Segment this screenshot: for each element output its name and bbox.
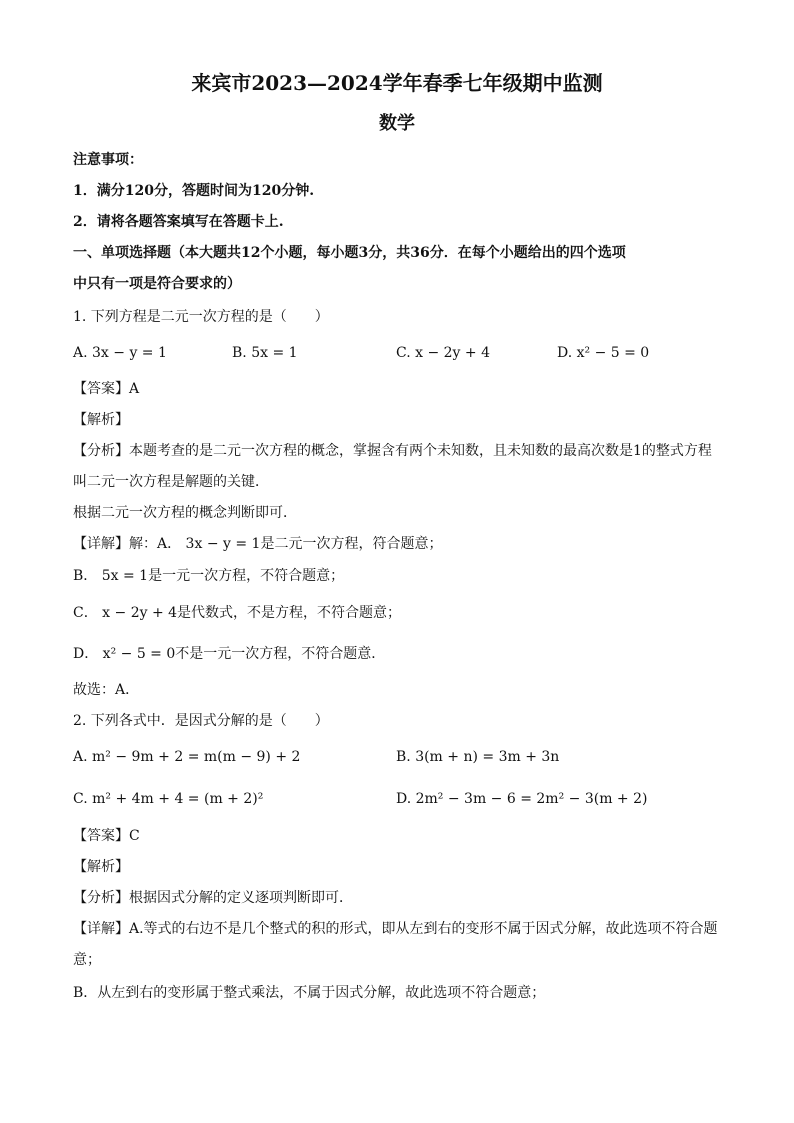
notice-item: 2．请将各题答案填写在答题卡上. (73, 214, 284, 230)
analysis-text: 【分析】本题考查的是二元一次方程的概念，掌握含有两个未知数，且未知数的最高次数是1的整式方程 (73, 443, 712, 459)
option-a: A. 3x − y = 1 (73, 345, 167, 361)
analysis-text: 【分析】根据因式分解的定义逐项判断即可． (73, 890, 353, 906)
detail-text: 【详解】A.等式的右边不是几个整式的积的形式，即从左到右的变形不属于因式分解，故此选项不符合题 (73, 921, 718, 937)
section-heading-cont: 中只有一项是符合要求的） (73, 276, 241, 292)
exam-title: 来宾市2023—2024学年春季七年级期中监测 (191, 71, 603, 95)
answer-label: 【答案】A (73, 381, 140, 397)
analysis-text: 叫二元一次方程是解题的关键． (73, 474, 269, 490)
detail-text: B．从左到右的变形属于整式乘法，不属于因式分解，故此选项不符合题意； (73, 985, 546, 1001)
analysis-label: 【解析】 (73, 412, 129, 428)
option-a: A. m² − 9m + 2 = m(m − 9) + 2 (73, 749, 301, 765)
analysis-label: 【解析】 (73, 859, 129, 875)
detail-text: 意； (73, 952, 101, 968)
section-heading: 一、单项选择题（本大题共12个小题，每小题3分，共36分．在每个小题给出的四个选项 (73, 245, 626, 261)
option-c: C. m² + 4m + 4 = (m + 2)² (73, 791, 264, 807)
option-c: C. x − 2y + 4 (396, 345, 490, 361)
option-b: B. 5x = 1 (232, 345, 298, 361)
detail-text: 【详解】解：A． 3x − y = 1是二元一次方程，符合题意； (73, 536, 443, 552)
detail-text: D． x² − 5 = 0不是一元一次方程，不符合题意． (73, 646, 386, 662)
subject-title: 数学 (379, 113, 415, 134)
notice-heading: 注意事项： (73, 152, 143, 168)
notice-item: 1．满分120分，答题时间为120分钟. (73, 183, 315, 199)
option-d: D. x² − 5 = 0 (557, 345, 650, 361)
detail-text: C． x − 2y + 4是代数式，不是方程，不符合题意； (73, 605, 402, 621)
option-b: B. 3(m + n) = 3m + 3n (396, 749, 560, 765)
question-stem: 1. 下列方程是二元一次方程的是（ ） (73, 309, 329, 325)
detail-text: B． 5x = 1是一元一次方程，不符合题意； (73, 568, 345, 584)
answer-label: 【答案】C (73, 828, 140, 844)
question-stem: 2. 下列各式中．是因式分解的是（ ） (73, 713, 329, 729)
analysis-text: 根据二元一次方程的概念判断即可． (73, 505, 297, 521)
conclusion-text: 故选：A． (73, 682, 140, 698)
option-d: D. 2m² − 3m − 6 = 2m² − 3(m + 2) (396, 791, 648, 807)
